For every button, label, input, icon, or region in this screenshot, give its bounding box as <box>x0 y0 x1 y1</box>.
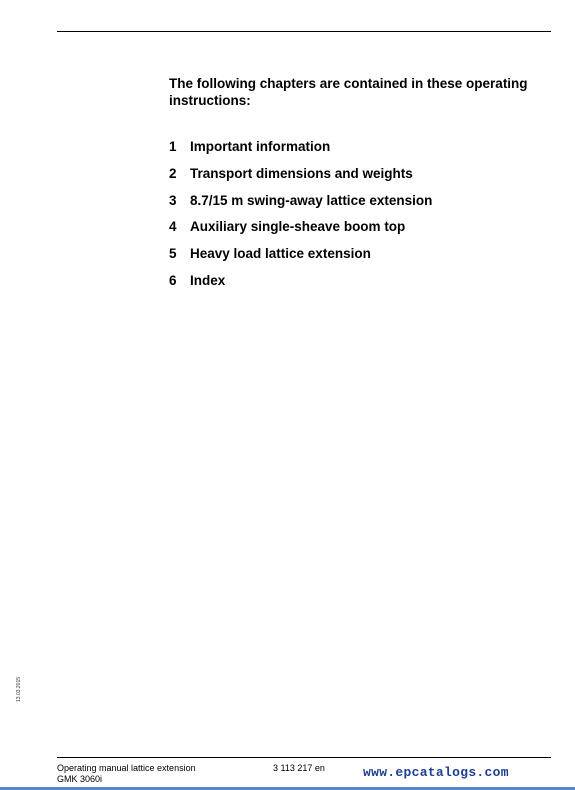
chapter-item <box>169 218 432 245</box>
footer-manual-title: Operating manual lattice extension <box>57 763 196 773</box>
chapter-number: 5 <box>169 246 177 262</box>
footer-rule <box>57 757 551 758</box>
footer-doc-number: 3 113 217 en <box>273 763 325 773</box>
chapter-number: 2 <box>169 165 177 181</box>
chapter-title: Important information <box>190 139 331 154</box>
footer-left <box>57 763 196 785</box>
footer-model: GMK 3060i <box>57 774 103 784</box>
chapter-title: 8.7/15 m swing-away lattice extension <box>190 192 433 208</box>
intro-text <box>169 75 549 109</box>
chapter-list <box>169 138 432 299</box>
chapter-number: 1 <box>169 139 177 154</box>
intro-line-2: instructions: <box>169 93 251 108</box>
chapter-title: Heavy load lattice extension <box>190 246 371 262</box>
chapter-title: Transport dimensions and weights <box>190 165 413 181</box>
chapter-number: 4 <box>169 219 177 235</box>
side-date: 13.03.2015 <box>16 676 22 702</box>
watermark-link[interactable]: www.epcatalogs.com <box>363 765 509 780</box>
chapter-number: 3 <box>169 192 177 208</box>
chapter-item <box>169 192 432 219</box>
chapter-item <box>169 245 432 272</box>
chapter-title: Auxiliary single-sheave boom top <box>190 219 406 235</box>
chapter-item <box>169 165 432 192</box>
intro-line-1: The following chapters are contained in these operating <box>169 76 528 91</box>
chapter-item <box>169 138 432 165</box>
chapter-item <box>169 272 432 299</box>
chapter-title: Index <box>190 272 226 288</box>
header-rule <box>57 31 551 32</box>
chapter-number: 6 <box>169 272 177 288</box>
